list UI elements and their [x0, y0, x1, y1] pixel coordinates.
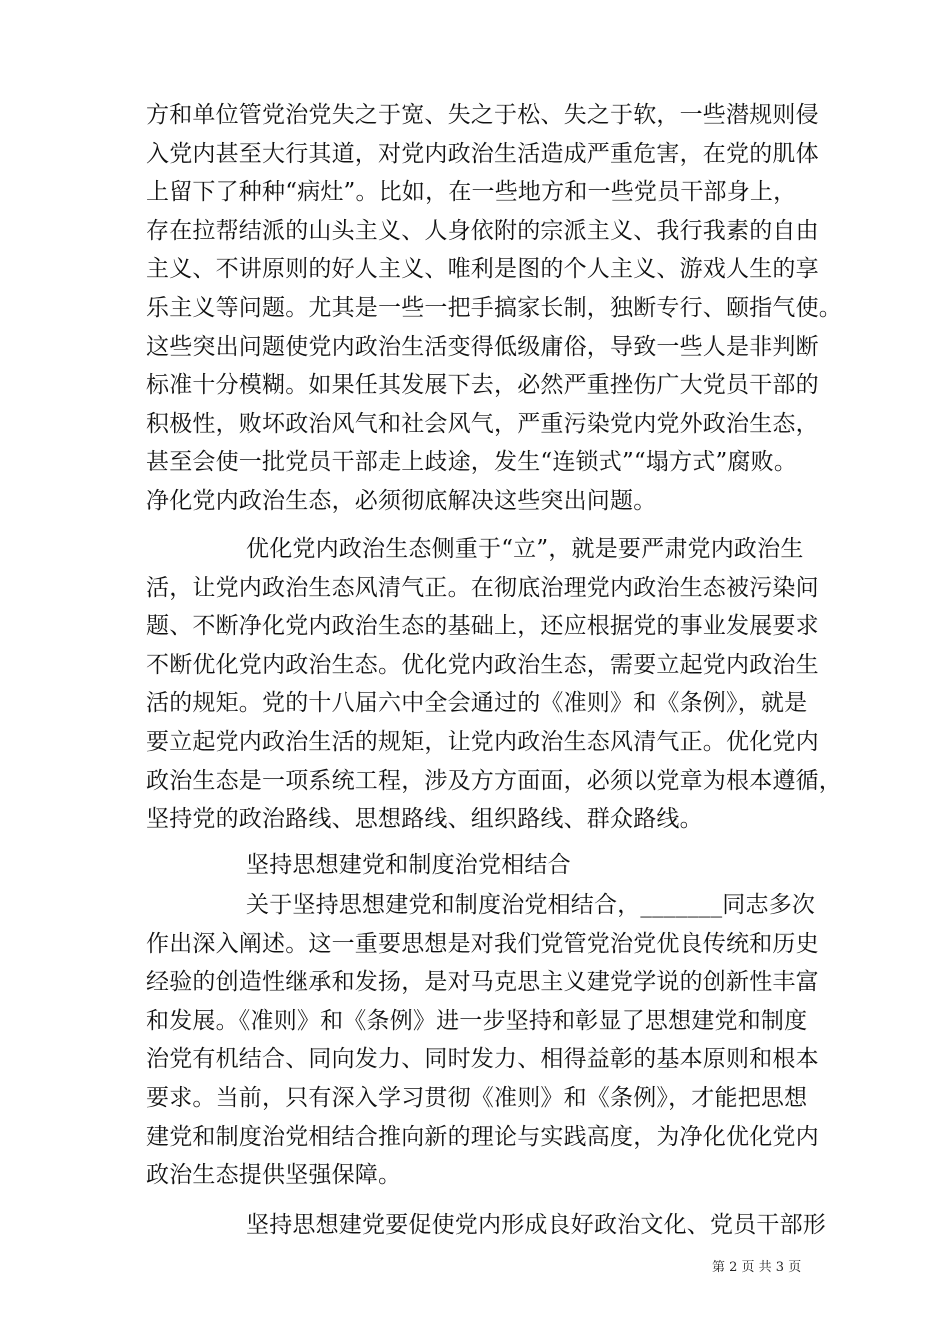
text-line: 不断优化党内政治生态。优化党内政治生态，需要立起党内政治生: [146, 651, 819, 678]
text-line: 入党内甚至大行其道，对党内政治生活造成严重危害，在党的肌体: [146, 140, 819, 167]
text-line: 要求。当前，只有深入学习贯彻《准则》和《条例》，才能把思想: [146, 1084, 808, 1111]
text-line: 坚持党的政治路线、思想路线、组织路线、群众路线。: [146, 806, 703, 833]
text-line: 方和单位管党治党失之于宽、失之于松、失之于软，一些潜规则侵: [146, 102, 819, 128]
text-line: 优化党内政治生态侧重于“立”，就是要严肃党内政治生: [246, 536, 804, 562]
text-line: 作出深入阐述。这一重要思想是对我们党管党治党优良传统和历史: [146, 930, 819, 957]
paragraph-2: [146, 530, 842, 839]
text-line: 甚至会使一批党员干部走上歧途，发生“连锁式”“塌方式”腐败。: [146, 449, 798, 476]
paragraph-3: [146, 886, 836, 1195]
text-line: 主义、不讲原则的好人主义、唯利是图的个人主义、游戏人生的享: [146, 256, 819, 283]
text-line: 建党和制度治党相结合推向新的理论与实践高度，为净化优化党内: [146, 1123, 819, 1150]
text-line: 净化党内政治生态，必须彻底解决这些突出问题。: [146, 487, 657, 514]
text-line: 乐主义等问题。尤其是一些一把手搞家长制，独断专行、颐指气使。: [146, 294, 842, 321]
text-line: 题、不断净化党内政治生态的基础上，还应根据党的事业发展要求: [146, 613, 819, 640]
text-line: 活，让党内政治生态风清气正。在彻底治理党内政治生态被污染问: [146, 574, 819, 601]
text-line: 关于坚持思想建党和制度治党相结合，_______同志多次: [246, 892, 816, 918]
text-line: 上留下了种种“病灶”。比如，在一些地方和一些党员干部身上，: [146, 179, 797, 206]
text-line: 标准十分模糊。如果任其发展下去，必然严重挫伤广大党员干部的: [146, 372, 819, 399]
text-line: 活的规矩。党的十八届六中全会通过的《准则》和《条例》，就是: [146, 690, 808, 717]
heading-text: 坚持思想建党和制度治党相结合: [246, 852, 571, 878]
text-line: 政治生态是一项系统工程，涉及方方面面，必须以党章为根本遵循，: [146, 767, 842, 794]
paragraph-1: [146, 96, 842, 521]
paragraph-4: [146, 1206, 836, 1245]
text-line: 要立起党内政治生活的规矩，让党内政治生态风清气正。优化党内: [146, 728, 819, 755]
text-line: 坚持思想建党要促使党内形成良好政治文化、党员干部形: [246, 1212, 826, 1238]
text-line: 治党有机结合、同向发力、同时发力、相得益彰的基本原则和根本: [146, 1046, 819, 1073]
text-line: 和发展。《准则》和《条例》进一步坚持和彰显了思想建党和制度: [146, 1007, 808, 1034]
text-line: 经验的创造性继承和发扬，是对马克思主义建党学说的创新性丰富: [146, 969, 819, 996]
section-heading: [146, 846, 836, 885]
page-number: 第 2 页 共 3 页: [712, 1260, 802, 1275]
text-line: 积极性，败坏政治风气和社会风气，严重污染党内党外政治生态，: [146, 410, 819, 437]
text-line: 这些突出问题使党内政治生活变得低级庸俗，导致一些人是非判断: [146, 333, 819, 360]
text-line: 政治生态提供坚强保障。: [146, 1162, 402, 1189]
text-line: 存在拉帮结派的山头主义、人身依附的宗派主义、我行我素的自由: [146, 217, 819, 244]
